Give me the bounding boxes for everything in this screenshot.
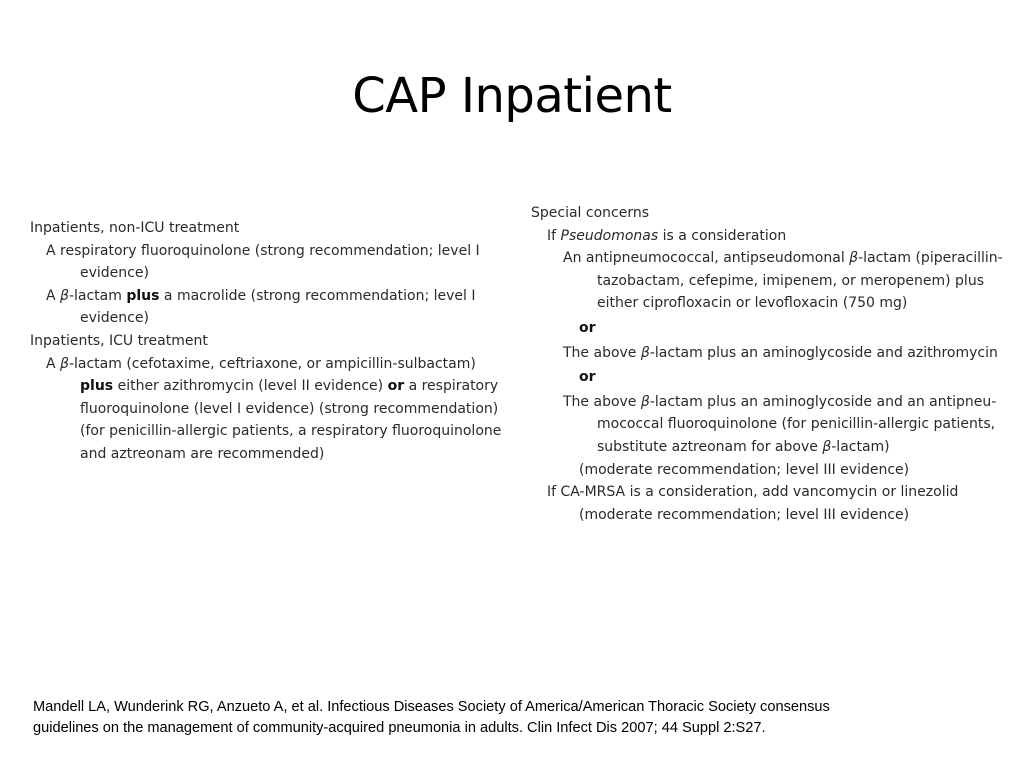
icu-option-line-1 <box>30 353 525 376</box>
text-fragment: -lactam plus an aminoglycoside and azithromycin <box>649 344 998 361</box>
text-fragment: -lactam) <box>831 438 890 455</box>
non-icu-option-1-line-2: evidence) <box>80 265 149 282</box>
pseudomonas-name: Pseudomonas <box>560 227 659 244</box>
beta-symbol: β <box>640 393 650 410</box>
citation-line-2: guidelines on the management of community-acquired pneumonia in adults. Clin Infect Dis 2007; 44 Suppl 2:S27. <box>33 719 766 736</box>
beta-symbol: β <box>60 287 69 304</box>
citation <box>33 697 993 738</box>
non-icu-heading: Inpatients, non-ICU treatment <box>30 220 240 236</box>
beta-symbol: β <box>640 344 650 361</box>
icu-option-line-5: and aztreonam are recommended) <box>80 445 325 462</box>
pseudomonas-option-1-line-2: tazobactam, cefepime, imipenem, or meropenem) plus <box>597 272 984 289</box>
icu-option-line-4: (for penicillin-allergic patients, a respiratory fluoroquinolone <box>80 423 502 440</box>
inpatient-treatment-column <box>30 217 525 466</box>
text-fragment: is a consideration <box>658 227 787 244</box>
or-separator-2 <box>531 366 1006 389</box>
text-fragment: -lactam (piperacillin- <box>858 250 1003 267</box>
icu-option-line-2 <box>30 375 525 398</box>
citation-line-1: Mandell LA, Wunderink RG, Anzueto A, et al. Infectious Diseases Society of America/American Thoracic Society consensus <box>33 699 830 715</box>
or-emphasis: or <box>579 319 596 336</box>
text-fragment: substitute aztreonam for above <box>597 438 823 455</box>
pseudomonas-recommendation: (moderate recommendation; level III evidence) <box>579 461 910 478</box>
text-fragment: a respiratory <box>404 378 499 395</box>
beta-symbol: β <box>60 355 69 372</box>
special-concerns-heading: Special concerns <box>531 205 650 221</box>
text-fragment: If <box>547 227 561 244</box>
text-fragment: A <box>46 355 61 372</box>
text-fragment: -lactam <box>68 287 127 304</box>
text-fragment: A <box>46 287 61 304</box>
pseudomonas-condition <box>531 225 1006 248</box>
plus-emphasis: plus <box>126 287 160 304</box>
plus-emphasis: plus <box>80 378 114 395</box>
text-fragment: The above <box>563 393 641 410</box>
icu-option-line-3: fluoroquinolone (level I evidence) (strong recommendation) <box>80 400 499 417</box>
pseudomonas-option-1-line-1 <box>531 247 1006 270</box>
pseudomonas-option-1-line-3: either ciprofloxacin or levofloxacin (750 mg) <box>597 295 908 312</box>
pseudomonas-option-3-line-2: mococcal fluoroquinolone (for penicillin-allergic patients, <box>597 416 996 433</box>
slide-title: CAP Inpatient <box>352 68 672 124</box>
pseudomonas-option-3-line-3 <box>531 436 1006 459</box>
or-emphasis: or <box>579 369 596 386</box>
text-fragment: An antipneumococcal, antipseudomonal <box>563 250 850 267</box>
or-separator-1 <box>531 317 1006 340</box>
pseudomonas-option-3-line-1 <box>531 391 1006 414</box>
text-fragment: either azithromycin (level II evidence) <box>113 378 388 395</box>
pseudomonas-option-2 <box>531 342 1006 365</box>
beta-symbol: β <box>822 438 832 455</box>
beta-symbol: β <box>849 250 859 267</box>
text-fragment: The above <box>563 344 641 361</box>
or-emphasis: or <box>387 378 405 395</box>
ca-mrsa-recommendation: (moderate recommendation; level III evidence) <box>579 506 910 523</box>
ca-mrsa-condition: If CA-MRSA is a consideration, add vancomycin or linezolid <box>547 484 959 501</box>
non-icu-option-2-line-2: evidence) <box>80 310 149 327</box>
text-fragment: -lactam plus an aminoglycoside and an antipneu- <box>649 393 997 410</box>
special-concerns-column <box>531 202 1006 526</box>
text-fragment: a macrolide (strong recommendation; level I <box>159 287 476 304</box>
non-icu-option-2-line-1 <box>30 285 525 308</box>
non-icu-option-1-line-1: A respiratory fluoroquinolone (strong recommendation; level I <box>46 242 480 259</box>
text-fragment: -lactam (cefotaxime, ceftriaxone, or ampicillin-sulbactam) <box>68 355 476 372</box>
icu-heading: Inpatients, ICU treatment <box>30 332 208 349</box>
